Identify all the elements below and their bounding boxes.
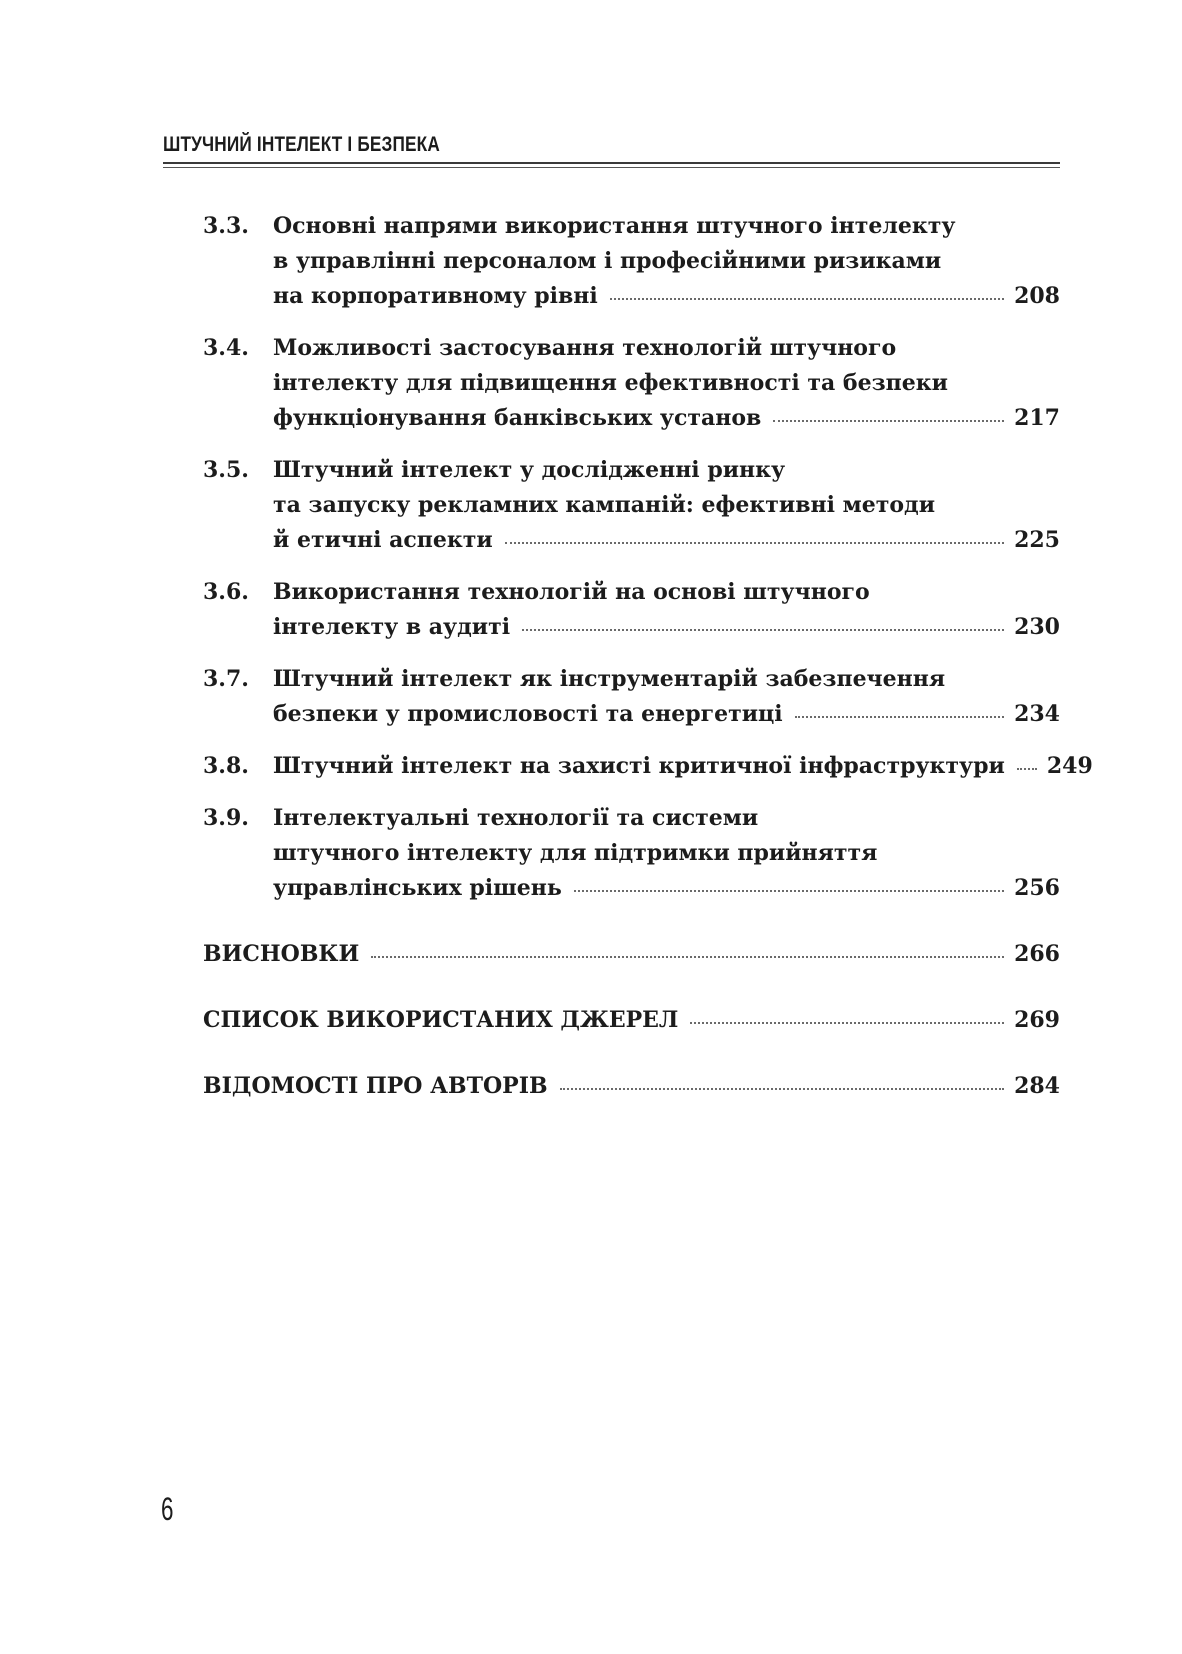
dot-leader [690, 1022, 1004, 1024]
toc-entry-title-line: й етичні аспекти [273, 527, 493, 553]
toc-entry-number: 3.4. [203, 335, 249, 361]
toc-entry-title-line: управлінських рішень [273, 875, 562, 901]
toc-entry-title: ВИСНОВКИ [203, 941, 360, 967]
dot-leader [795, 716, 1004, 718]
header-rule-thick [163, 162, 1060, 164]
dot-leader [505, 542, 1004, 544]
toc-entry-3-8[interactable] [203, 749, 1093, 784]
toc-entry-page: 217 [1014, 405, 1060, 431]
toc-entry-page: 234 [1014, 701, 1060, 727]
dot-leader [1017, 768, 1037, 770]
toc-entry-title-line: Інтелектуальні технології та системи [273, 805, 759, 831]
header-double-rule [163, 162, 1060, 170]
toc-entry-3-6[interactable] [203, 575, 1060, 645]
toc-entry-title-line: на корпоративному рівні [273, 283, 598, 309]
dot-leader [574, 890, 1004, 892]
toc-entry-title-line: штучного інтелекту для підтримки прийняття [273, 840, 878, 866]
toc-entry-title-line: в управлінні персоналом і професійними ризиками [273, 248, 942, 274]
toc-entry-page: 230 [1014, 614, 1060, 640]
toc-entry-title-line: інтелекту для підвищення ефективності та безпеки [273, 370, 948, 396]
toc-entry-title-line: інтелекту в аудиті [273, 614, 511, 640]
toc-entry-references[interactable] [203, 1003, 1060, 1038]
toc-entry-number: 3.6. [203, 579, 249, 605]
toc-entry-page: 249 [1046, 753, 1093, 779]
toc-entry-page: 225 [1014, 527, 1060, 553]
running-head-title: ШТУЧНИЙ ІНТЕЛЕКТ І БЕЗПЕКА [163, 133, 440, 156]
toc-entry-page: 256 [1014, 875, 1060, 901]
toc-entry-number: 3.7. [203, 666, 249, 692]
toc-entry-3-4[interactable] [203, 331, 1060, 436]
dot-leader [371, 956, 1004, 958]
toc-entry-title-line: Штучний інтелект як інструментарій забезпечення [273, 666, 946, 692]
toc-entry-number: 3.8. [203, 753, 249, 779]
toc-entry-3-3[interactable] [203, 209, 1060, 314]
dot-leader [610, 298, 1004, 300]
toc-entry-number: 3.5. [203, 457, 249, 483]
toc-entry-title-line: Основні напрями використання штучного інтелекту [273, 213, 956, 239]
toc-entry-conclusions[interactable] [203, 937, 1060, 972]
toc-entry-title-line: Використання технологій на основі штучного [273, 579, 870, 605]
toc-entry-3-5[interactable] [203, 453, 1060, 558]
toc-entry-page: 269 [1014, 1007, 1060, 1033]
toc-entry-title-line: функціонування банківських установ [273, 405, 762, 431]
toc-entry-page: 266 [1014, 941, 1060, 967]
toc-entry-page: 284 [1014, 1073, 1060, 1099]
toc-entry-3-7[interactable] [203, 662, 1060, 732]
toc-entry-authors[interactable] [203, 1069, 1060, 1104]
dot-leader [522, 629, 1004, 631]
header-rule-thin [163, 167, 1060, 168]
toc-entry-title: ВІДОМОСТІ ПРО АВТОРІВ [203, 1073, 548, 1099]
page-number: 6 [161, 1491, 174, 1527]
toc-entry-title-line: Можливості застосування технологій штучного [273, 335, 897, 361]
toc-entry-title-line: Штучний інтелект на захисті критичної інфраструктури [273, 753, 1005, 779]
dot-leader [773, 420, 1004, 422]
toc-entry-page: 208 [1014, 283, 1060, 309]
toc-entry-number: 3.9. [203, 805, 249, 831]
toc-entry-title-line: Штучний інтелект у дослідженні ринку [273, 457, 786, 483]
toc-entry-3-9[interactable] [203, 801, 1060, 906]
toc-entry-number: 3.3. [203, 213, 249, 239]
dot-leader [560, 1088, 1004, 1090]
toc-entry-title: СПИСОК ВИКОРИСТАНИХ ДЖЕРЕЛ [203, 1007, 679, 1033]
toc-entry-title-line: та запуску рекламних кампаній: ефективні методи [273, 492, 936, 518]
table-of-contents [203, 209, 1093, 1104]
toc-entry-title-line: безпеки у промисловості та енергетиці [273, 701, 783, 727]
